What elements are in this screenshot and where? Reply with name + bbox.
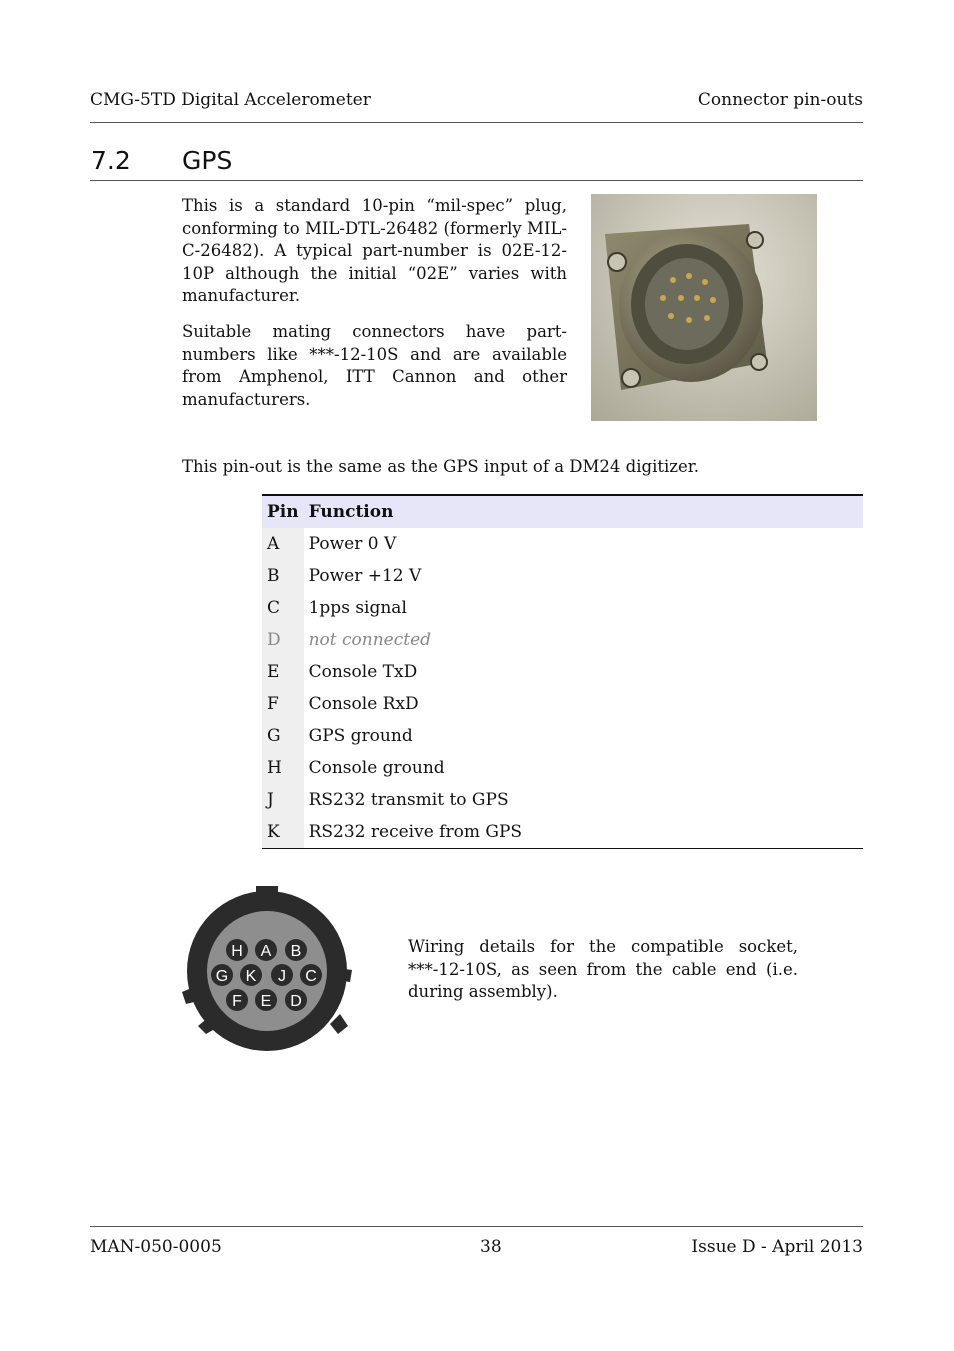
table-header-row xyxy=(262,495,863,528)
socket-caption: Wiring details for the compatible socket, ***-12-10S, as seen from the cable end (i.e. during assembly). xyxy=(408,937,798,1002)
table-row xyxy=(262,656,863,688)
section-rule xyxy=(90,180,863,181)
table-row xyxy=(262,752,863,784)
pin-cell: D xyxy=(262,624,304,656)
pin-cell: J xyxy=(262,784,304,816)
socket-pin-h: H xyxy=(231,943,243,960)
function-cell: RS232 transmit to GPS xyxy=(308,790,509,810)
table-row xyxy=(262,528,863,560)
socket-pin-k: K xyxy=(245,968,257,985)
function-cell: RS232 receive from GPS xyxy=(308,822,523,842)
socket-pin-d: D xyxy=(290,993,302,1010)
pin-cell: H xyxy=(262,752,304,784)
table-row xyxy=(262,592,863,624)
socket-pin-c: C xyxy=(305,968,317,985)
pin-cell: B xyxy=(262,560,304,592)
function-cell: not connected xyxy=(308,630,432,650)
socket-pin-f: F xyxy=(232,993,242,1010)
socket-pin-a: A xyxy=(260,943,272,960)
socket-pin-b: B xyxy=(290,943,302,960)
socket-pin-e: E xyxy=(260,993,272,1010)
table-row xyxy=(262,688,863,720)
socket-pin-j: J xyxy=(278,968,286,985)
intro-paragraph-1: This is a standard 10-pin “mil-spec” plug, conforming to MIL-DTL-26482 (formerly MIL-C-26482). A typical part-number is 02E-12-10P although the initial “02E” varies with manufacturer. xyxy=(182,196,567,306)
column-header-pin: Pin xyxy=(262,495,304,528)
function-cell: 1pps signal xyxy=(308,598,407,618)
pin-cell: K xyxy=(262,816,304,849)
header-rule xyxy=(90,122,863,123)
pin-cell: A xyxy=(262,528,304,560)
table-row xyxy=(262,816,863,849)
issue-date: Issue D - April 2013 xyxy=(691,1237,863,1257)
pin-cell: E xyxy=(262,656,304,688)
section-number: 7.2 xyxy=(91,146,131,175)
table-row xyxy=(262,560,863,592)
function-cell: Console ground xyxy=(308,758,445,778)
intro-paragraph-2: Suitable mating connectors have part-numbers like ***-12-10S and are available from Amphenol, ITT Cannon and other manufacturers. xyxy=(182,322,567,409)
function-cell: GPS ground xyxy=(308,726,413,746)
header-title: CMG-5TD Digital Accelerometer xyxy=(90,90,371,110)
function-cell: Console RxD xyxy=(308,694,419,714)
pinout-note: This pin-out is the same as the GPS input of a DM24 digitizer. xyxy=(182,457,700,476)
section-title: GPS xyxy=(182,146,233,175)
function-cell: Power 0 V xyxy=(308,534,397,554)
table-row xyxy=(262,784,863,816)
pin-cell: C xyxy=(262,592,304,624)
function-cell: Console TxD xyxy=(308,662,418,682)
function-cell: Power +12 V xyxy=(308,566,422,586)
pinout-table xyxy=(262,494,863,849)
document-number: MAN-050-0005 xyxy=(90,1237,222,1257)
pin-cell: G xyxy=(262,720,304,752)
table-row xyxy=(262,624,863,656)
socket-wiring-diagram xyxy=(180,884,355,1059)
column-header-function: Function xyxy=(304,495,863,528)
page-number: 38 xyxy=(480,1237,502,1257)
footer-rule xyxy=(90,1226,863,1227)
header-section: Connector pin-outs xyxy=(697,90,863,110)
socket-pin-g: G xyxy=(215,968,229,985)
connector-photo xyxy=(591,194,817,421)
table-row xyxy=(262,720,863,752)
pin-cell: F xyxy=(262,688,304,720)
